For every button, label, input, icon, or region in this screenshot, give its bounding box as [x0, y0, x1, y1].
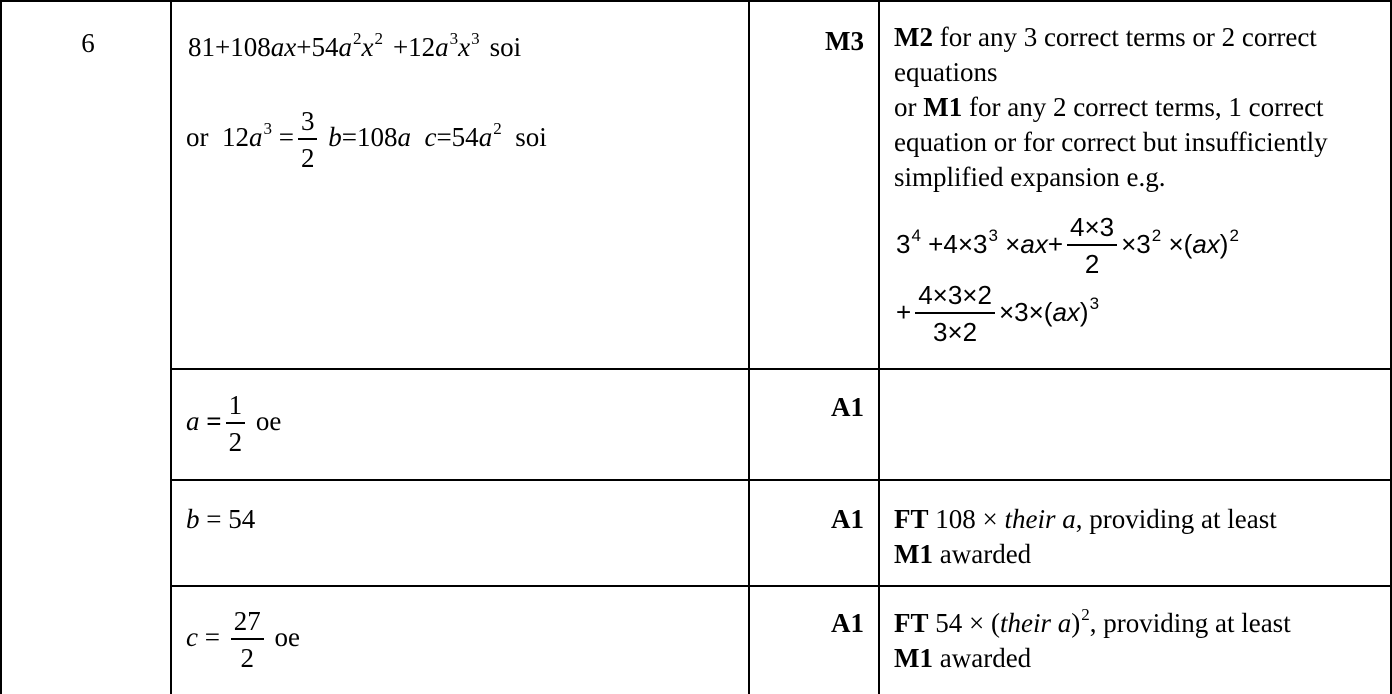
row1-guidance: M2 for any 3 correct terms or 2 correct equations or M1 for any 2 correct terms, 1 correct equation or for correct but insufficiently simplified expansion e.g. — [894, 22, 1328, 192]
fraction-four-times-three-over-two: $\frac{4\times 3}{2}$ — [1067, 210, 1117, 282]
row4-guidance: FT 54 × (their a)$^2$, providing at least M1 awarded — [894, 605, 1291, 673]
row-divider-2 — [170, 479, 1392, 481]
row1-answer-line1: $81+108ax+54a^2x^2 +12a^3x^3$ soi — [188, 29, 522, 62]
row1-guidance-expr1: $3^4 +4\times 3^3 \times ax+$ $\frac{4\times 3}{2}$ $\times 3^2 \times(ax)^2$ — [896, 210, 1381, 282]
row3-guidance: FT 108 × their a, providing at least M1 awarded — [894, 504, 1277, 569]
row1-guidance-expr2: + $\frac{4\times 3\times 2}{3\times 2}$ ×3×(ax)$^3$ — [896, 278, 1381, 350]
question-number: 6 — [81, 28, 95, 58]
fraction-twenty-seven-halves: $\frac{27}{2}$ — [231, 604, 264, 676]
table-divider-question — [170, 0, 172, 694]
table-border-left — [0, 0, 2, 694]
fraction-product-over-product: $\frac{4\times 3\times 2}{3\times 2}$ — [915, 278, 995, 350]
fraction-one-half: $\frac{1}{2}$ — [226, 388, 246, 460]
row-divider-3 — [170, 585, 1392, 587]
row3-mark: A1 — [831, 504, 864, 534]
row-divider-1 — [170, 368, 1392, 370]
row1-mark: M3 — [825, 26, 864, 56]
table-divider-mark — [878, 0, 880, 694]
table-divider-answer — [748, 0, 750, 694]
row2-answer: a = $\frac{1}{2}$ oe — [186, 388, 746, 460]
row4-answer: c = $\frac{27}{2}$ oe — [186, 604, 746, 676]
fraction-three-halves: $\frac{3}{2}$ — [298, 104, 318, 176]
table-border-top — [0, 0, 1392, 2]
row1-answer-line2: or $12a^3$ = $\frac{3}{2}$ b=108a $c=54a^2$ soi — [186, 104, 746, 176]
row2-mark: A1 — [831, 392, 864, 422]
row3-answer: b = 54 — [186, 504, 256, 534]
row4-mark: A1 — [831, 608, 864, 638]
